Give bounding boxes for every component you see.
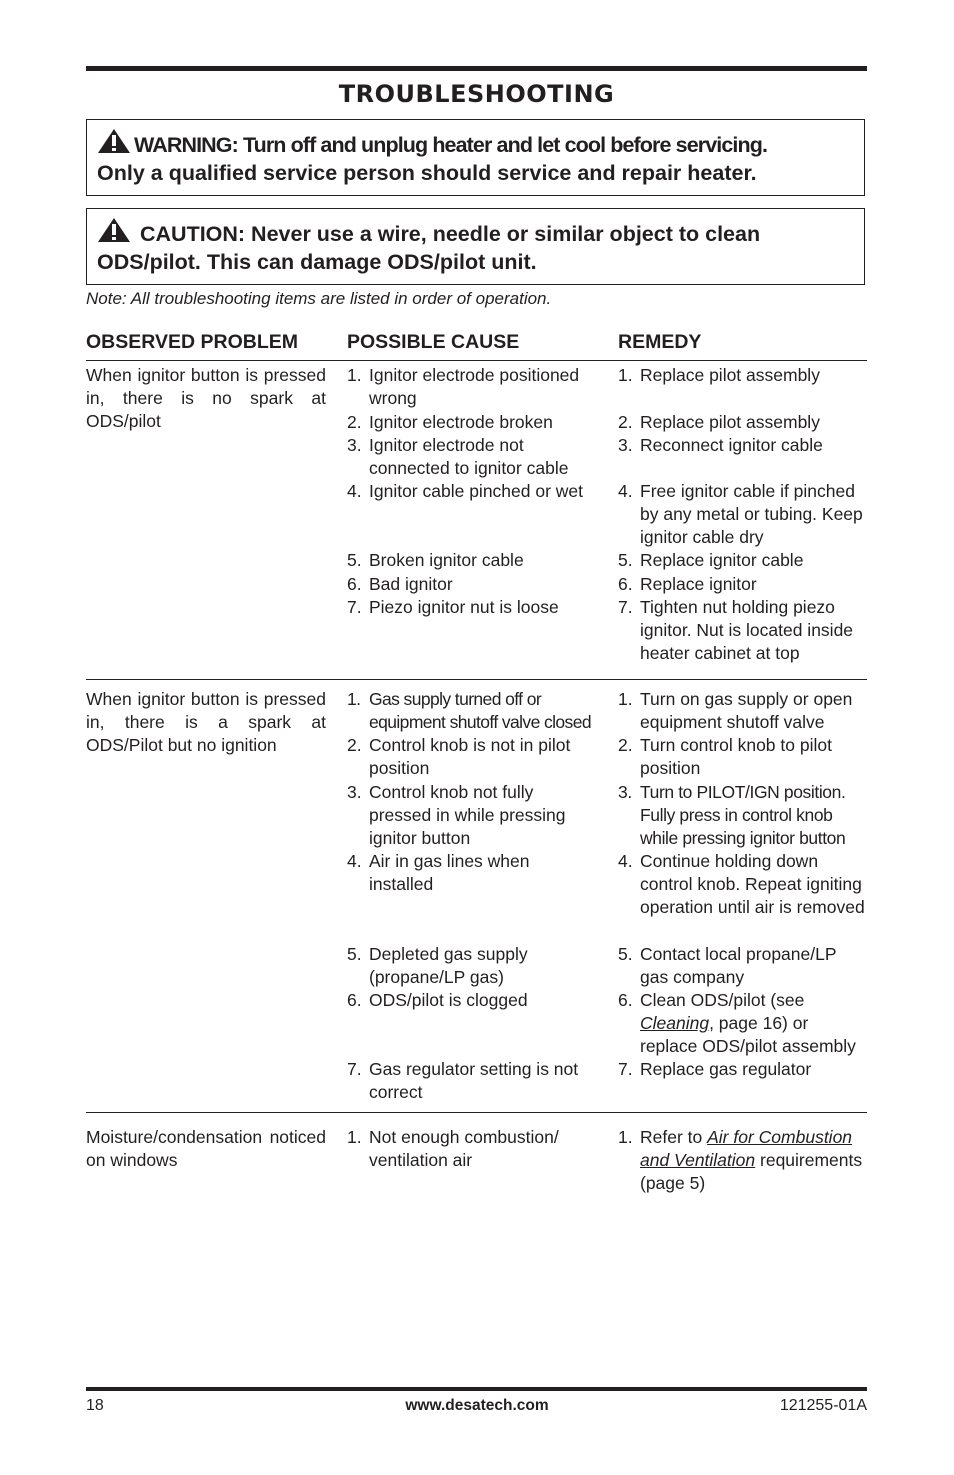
remedy-1-5: 5. Replace ignitor cable: [618, 550, 804, 570]
remedy-2-5: 5. Contact local propane/LP gas company: [618, 944, 837, 987]
problem-3: Moisture/condensation noticed on windows: [86, 1127, 326, 1170]
remedy-1-6: 6. Replace ignitor: [618, 574, 757, 594]
header-observed-problem: OBSERVED PROBLEM: [86, 331, 299, 353]
cause-2-3: 3. Control knob not fully pressed in while pressing ignitor button: [347, 782, 566, 848]
remedy-1-7: 7. Tighten nut holding piezo ignitor. Nut is located inside heater cabinet at top: [618, 597, 854, 663]
cause-2-4: 4. Air in gas lines when installed: [347, 851, 530, 894]
problem-2: When ignitor button is pressed in, there is a spark at ODS/Pilot but no ignition: [86, 689, 326, 755]
row-rule: [86, 1112, 867, 1113]
footer-rule: [86, 1387, 867, 1391]
warning-triangle-icon: [97, 128, 131, 154]
website-link[interactable]: www.desatech.com: [405, 1397, 549, 1414]
cleaning-link[interactable]: Cleaning: [640, 1013, 710, 1033]
caution-box: [86, 208, 865, 285]
cause-2-6: 6. ODS/pilot is clogged: [347, 990, 528, 1010]
warning-triangle-icon: [97, 217, 131, 243]
remedy-1-4: 4. Free ignitor cable if pinched by any metal or tubing. Keep ignitor cable dry: [618, 481, 863, 547]
air-for-combustion-link[interactable]: Air for Combustion and Ventilation: [640, 1127, 853, 1170]
page-number: 18: [86, 1397, 104, 1414]
warning-line-2: Only a qualified service person should service and repair heater.: [97, 161, 757, 185]
cause-3-1: 1. Not enough combustion/ ventilation air: [347, 1127, 559, 1170]
top-rule: [86, 66, 867, 71]
row-rule: [86, 679, 867, 680]
cause-1-5: 5. Broken ignitor cable: [347, 550, 524, 570]
header-possible-cause: POSSIBLE CAUSE: [347, 331, 520, 353]
remedy-2-2: 2. Turn control knob to pilot position: [618, 735, 832, 778]
cause-1-6: 6. Bad ignitor: [347, 574, 453, 594]
page-title: TROUBLESHOOTING: [338, 80, 615, 108]
header-remedy: REMEDY: [618, 331, 702, 353]
remedy-2-7: 7. Replace gas regulator: [618, 1059, 812, 1079]
header-rule: [86, 360, 867, 361]
caution-line-1: CAUTION: Never use a wire, needle or similar object to clean: [139, 222, 761, 246]
remedy-2-6: 6. Clean ODS/pilot (see Cleaning, page 16) or replace ODS/pilot assembly: [618, 990, 856, 1056]
cause-1-2: 2. Ignitor electrode broken: [347, 412, 553, 432]
warning-line-1: WARNING: Turn off and unplug heater and let cool before servicing.: [134, 133, 768, 157]
problem-1: When ignitor button is pressed in, there is no spark at ODS/pilot: [86, 365, 326, 431]
cause-2-1: 1. Gas supply turned off or equipment shutoff valve closed: [347, 689, 591, 732]
document-number: 121255-01A: [779, 1397, 867, 1414]
remedy-1-2: 2. Replace pilot assembly: [618, 412, 820, 432]
remedy-2-1: 1. Turn on gas supply or open equipment shutoff valve: [618, 689, 853, 732]
remedy-3-1: 1. Refer to Air for Combustion and Ventilation requirements (page 5): [618, 1127, 863, 1193]
remedy-1-1: 1. Replace pilot assembly: [618, 365, 820, 385]
cause-1-1: 1. Ignitor electrode positioned wrong: [347, 365, 580, 408]
cause-2-2: 2. Control knob is not in pilot position: [347, 735, 571, 778]
warning-box: [86, 119, 865, 196]
remedy-2-4: 4. Continue holding down control knob. Repeat igniting operation until air is removed: [618, 851, 865, 917]
caution-line-2: ODS/pilot. This can damage ODS/pilot unit.: [97, 250, 537, 274]
cause-1-7: 7. Piezo ignitor nut is loose: [347, 597, 559, 617]
cause-2-5: 5. Depleted gas supply (propane/LP gas): [347, 944, 528, 987]
remedy-1-3: 3. Reconnect ignitor cable: [618, 435, 823, 455]
cause-1-3: 3. Ignitor electrode not connected to ignitor cable: [347, 435, 569, 478]
order-note: Note: All troubleshooting items are listed in order of operation.: [86, 289, 552, 308]
cause-2-7: 7. Gas regulator setting is not correct: [347, 1059, 579, 1102]
cause-1-4: 4. Ignitor cable pinched or wet: [347, 481, 584, 501]
remedy-2-3: 3. Turn to PILOT/IGN position. Fully press in control knob while pressing ignitor button: [618, 782, 846, 848]
